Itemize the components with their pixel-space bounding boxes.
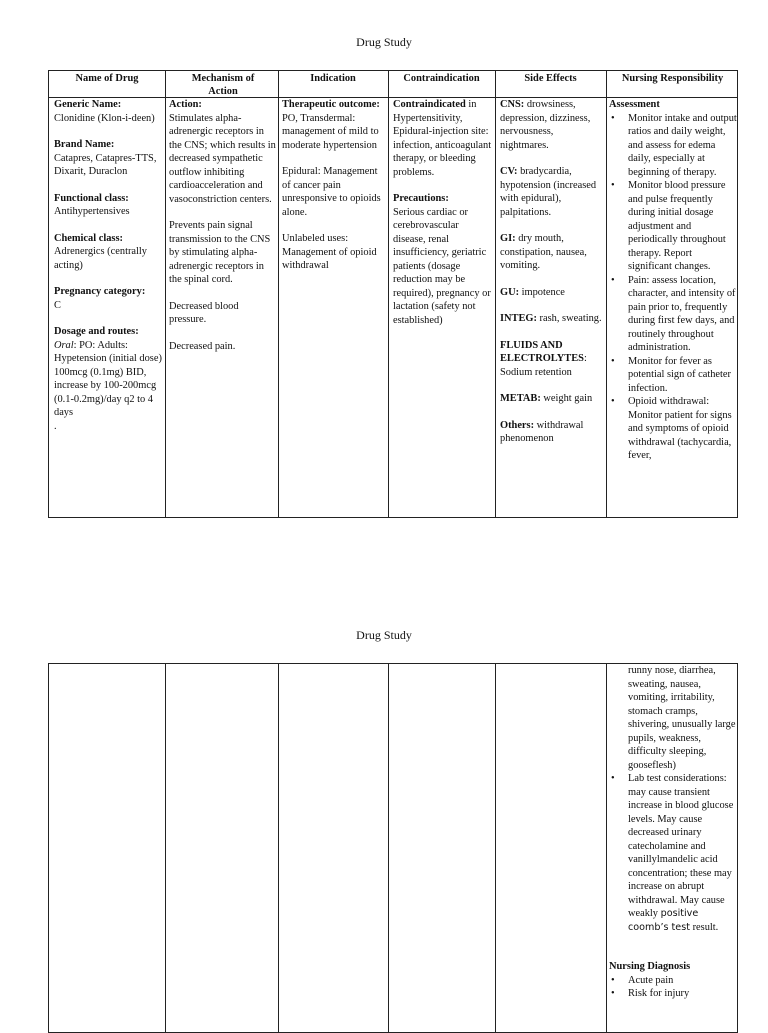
side-effect-value: weight gain [540, 393, 593, 404]
side-effect-entry [500, 339, 604, 380]
contraindicated-label: Contraindicated [393, 99, 466, 110]
side-effect-label: FLUIDS AND ELECTROLYTES [500, 339, 584, 364]
page-title: Drug Study [356, 628, 412, 642]
page-title: Drug Study [356, 35, 412, 49]
therapeutic-outcome-value: PO, Transdermal: management of mild to moderate hypertension [282, 112, 379, 151]
side-effect-value: drowsiness, depression, dizziness, nervousness, nightmares. [500, 99, 591, 151]
nursing-diagnosis-list [609, 974, 737, 1001]
list-item: • Risk for injury [628, 987, 737, 1001]
chemical-class-label: Chemical class: [54, 232, 123, 244]
contraindicated-text [393, 98, 493, 179]
column-divider [388, 664, 389, 1032]
side-effect-value: : Sodium retention [500, 353, 587, 378]
lab-test-end: result. [692, 921, 719, 933]
nursing-responsibility-cell [609, 98, 737, 463]
list-item: • Pain: assess location, character, and intensity of pain prior to, frequently during first few days, and routinely throughout administration. [628, 274, 737, 355]
epidural-indication: Epidural: Management of cancer pain unresponsive to opioids alone. [282, 166, 381, 218]
indication-cell [282, 98, 386, 273]
side-effect-value: rash, sweating. [536, 313, 602, 324]
assessment-label: Assessment [609, 99, 660, 110]
mechanism-cell [169, 98, 277, 353]
column-divider [606, 71, 607, 517]
pregnancy-category-value: C [54, 299, 61, 311]
header-nursing-responsibility: Nursing Responsibility [621, 73, 724, 84]
name-of-drug-cell [54, 98, 162, 433]
side-effect-entry [500, 232, 604, 273]
list-item: • Monitor intake and output ratios and daily weight, and assess for edema daily, especially at beginning of therapy. [628, 112, 737, 180]
column-divider [388, 71, 389, 517]
column-divider [495, 664, 496, 1032]
column-divider [278, 664, 279, 1032]
side-effect-label: GI: [500, 233, 516, 244]
side-effect-entry [500, 165, 604, 219]
dosage-routes-value [54, 339, 162, 420]
side-effect-entry [500, 312, 604, 326]
mechanism-paragraph: Decreased blood pressure. [169, 300, 239, 325]
lab-test-text: Lab test considerations: may cause transient increase in blood glucose levels. May cause decreased urinary catecholamine and vanillylmandelic acid concentration; these may increase on abrupt withdrawal. May cause weakly [628, 773, 734, 919]
list-item: • Acute pain [628, 974, 737, 988]
therapeutic-outcome-label: Therapeutic outcome: [282, 99, 380, 110]
side-effect-value: impotence [519, 286, 565, 298]
assessment-continuation: runny nose, diarrhea, sweating, nausea, vomiting, irritability, stomach cramps, shivering, unusually large pupils, weakness, difficulty sleeping, gooseflesh) [628, 665, 736, 771]
action-label: Action: [169, 99, 202, 110]
lab-test-coombs: positive coomb’s test [628, 908, 699, 933]
nursing-diagnosis-label: Nursing Diagnosis [609, 961, 691, 972]
contraindicated-value: in Hypertensitivity, Epidural-injection site: infection, anticoagulant therapy, or bleeding problems. [393, 99, 492, 178]
column-divider [606, 664, 607, 1032]
contraindication-cell [393, 98, 493, 327]
assessment-list [609, 772, 737, 934]
action-value: Stimulates alpha-adrenergic receptors in the CNS; which results in decreased sympathetic outflow inhibiting cardioacceleration and vasoconstriction centers. [169, 112, 276, 205]
header-name-of-drug: Name of Drug [75, 73, 139, 84]
side-effect-entry [500, 286, 604, 300]
column-divider [165, 664, 166, 1032]
list-item: • Monitor blood pressure and pulse frequently during initial dosage adjustment and periodically throughout therapy. Report significant changes. [628, 179, 737, 274]
column-divider [495, 71, 496, 517]
pregnancy-category-label: Pregnancy category: [54, 286, 146, 297]
side-effect-entry [500, 392, 604, 406]
dosage-routes-label: Dosage and routes: [54, 326, 139, 337]
side-effect-label: Others: [500, 419, 535, 431]
side-effects-cell [500, 98, 604, 446]
side-effect-value: withdrawal phenomenon [500, 419, 584, 444]
side-effect-label: CV: [500, 166, 518, 177]
brand-name-label: Brand Name: [54, 139, 115, 150]
generic-name-label: Generic Name: [54, 99, 122, 110]
nursing-responsibility-continued [609, 664, 737, 1001]
drug-study-table [48, 70, 738, 518]
side-effect-value: dry mouth, constipation, nausea, vomiting. [500, 233, 587, 271]
trailing-dot: . [54, 420, 57, 432]
mechanism-paragraph: Decreased pain. [169, 340, 236, 352]
side-effect-label: CNS: [500, 99, 525, 110]
brand-name-value: Catapres, Catapres-TTS, Dixarit, Duraclon [54, 152, 157, 177]
header-indication: Indication [310, 73, 356, 84]
functional-class-value: Antihypertensives [54, 206, 130, 217]
unlabeled-uses: Unlabeled uses: Management of opioid withdrawal [282, 233, 377, 271]
list-item: • Monitor for fever as potential sign of catheter infection. [628, 355, 737, 396]
dosage-text: : PO: Adults: Hypetension (initial dose) 100mcg (0.1mg) BID, increase by 100-200mcg (0.1-0.2mg)/day q2 to 4 days [54, 339, 162, 418]
column-divider [278, 71, 279, 517]
list-item: • Opioid withdrawal: Monitor patient for signs and symptoms of opioid withdrawal (tachycardia, fever, [628, 395, 737, 463]
side-effect-label: GU: [500, 286, 520, 298]
side-effect-label: INTEG: [500, 313, 537, 324]
generic-name-value: Clonidine (Klon-i-deen) [54, 112, 155, 124]
precautions-value: Serious cardiac or cerebrovascular disease, renal insufficiency, geriatric patients (dosage reduction may be required), pregnancy or lactation (safety not established) [393, 206, 491, 326]
chemical-class-value: Adrenergics (centrally acting) [54, 246, 147, 271]
column-divider [165, 71, 166, 517]
drug-study-table-continued [48, 663, 738, 1033]
dosage-route: Oral [54, 339, 74, 351]
header-side-effects: Side Effects [524, 73, 577, 84]
header-mechanism: Mechanism of Action [191, 73, 255, 97]
side-effect-label: METAB: [500, 393, 541, 404]
precautions-label: Precautions: [393, 193, 449, 204]
side-effect-value: bradycardia, hypotension (increased with epidural), palpitations. [500, 166, 597, 218]
side-effect-entry [500, 98, 604, 152]
assessment-list [609, 112, 737, 463]
functional-class-label: Functional class: [54, 192, 129, 204]
list-item [628, 772, 737, 934]
mechanism-paragraph: Prevents pain signal transmission to the CNS by stimulating alpha-adrenergic receptors in the spinal cord. [169, 220, 271, 285]
side-effect-entry [500, 419, 604, 446]
header-contraindication: Contraindication [403, 73, 480, 84]
